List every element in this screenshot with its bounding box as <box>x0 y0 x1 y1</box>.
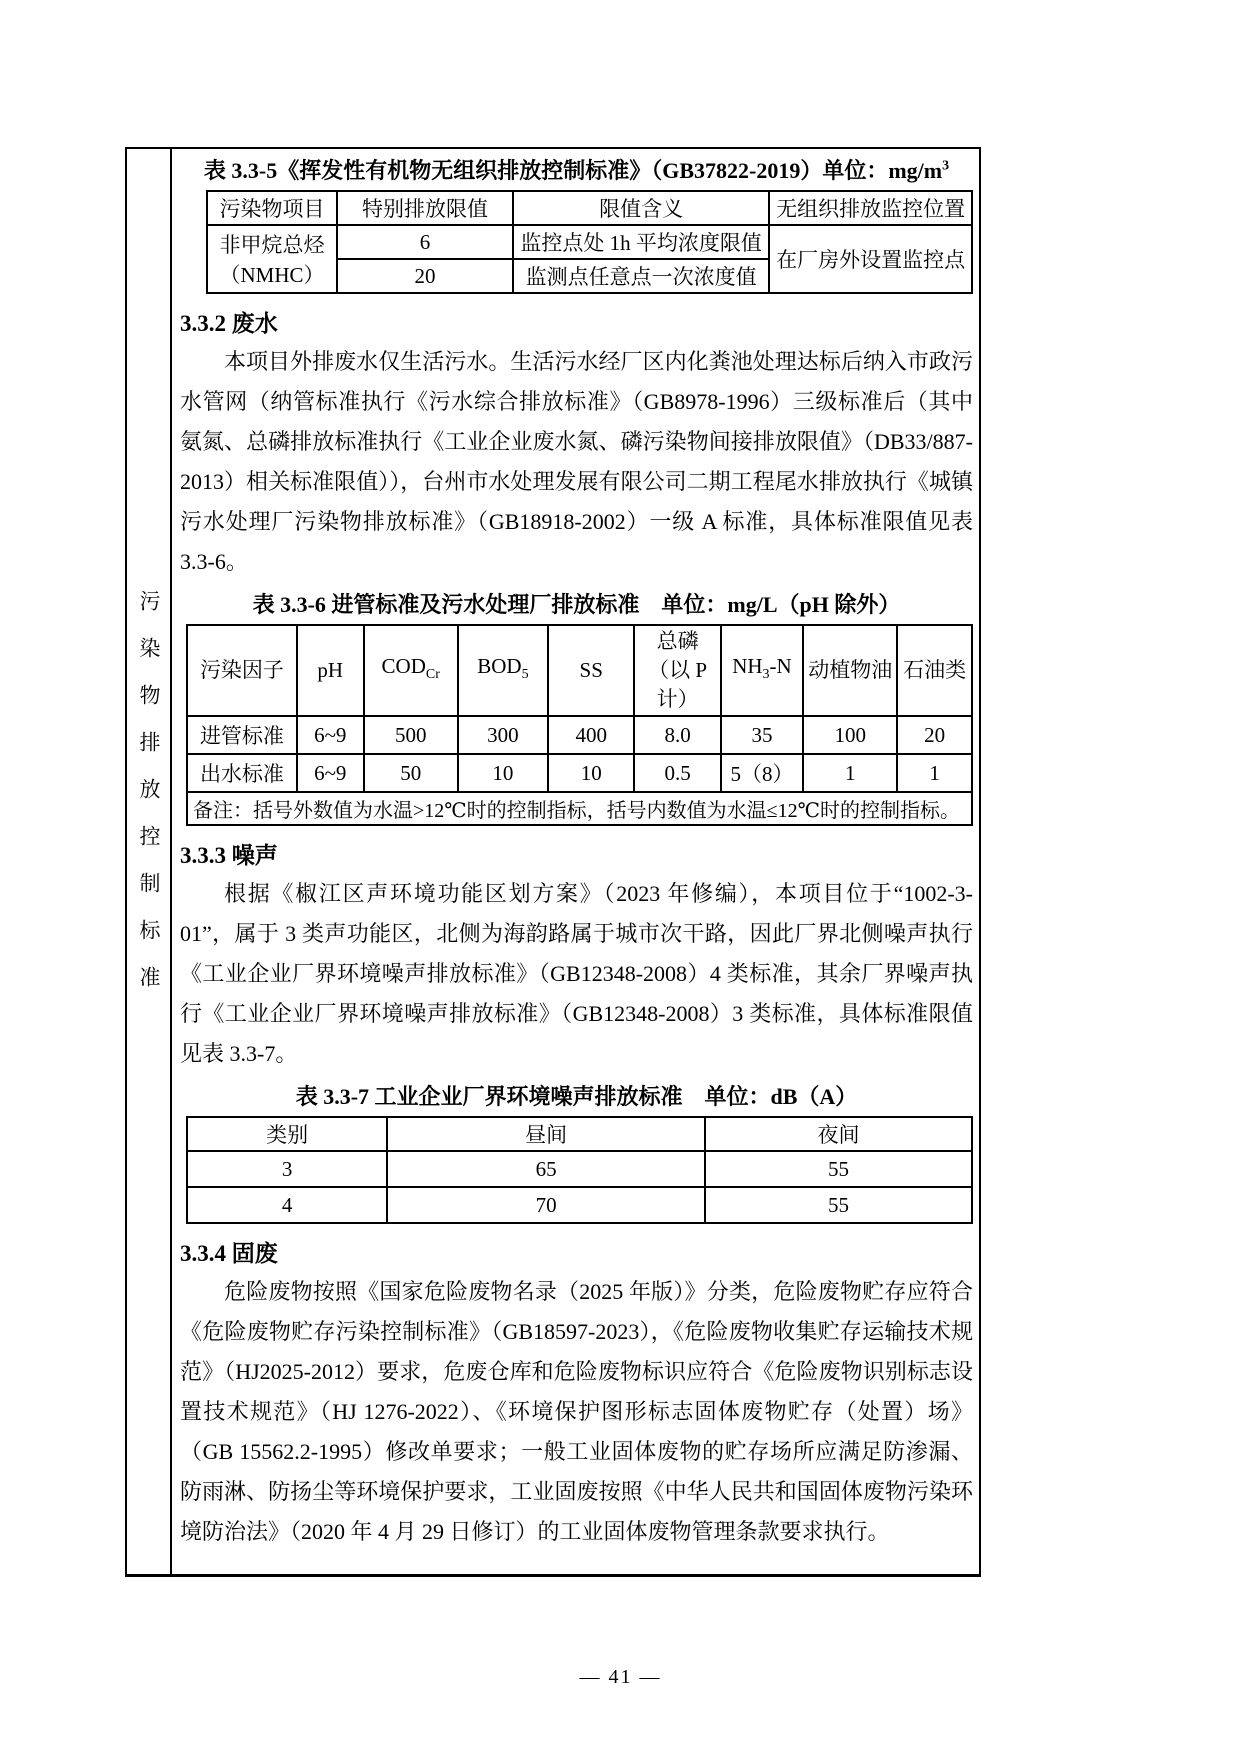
header-text: COD <box>381 653 426 678</box>
header-cell-nh3n <box>721 625 803 716</box>
header-cell-daytime: 昼间 <box>387 1117 705 1151</box>
table-3-3-7 <box>186 1116 973 1224</box>
table-row <box>187 716 972 754</box>
table-3-3-5-title-superscript: 3 <box>942 158 950 174</box>
header-subscript: Cr <box>425 667 440 683</box>
header-cell-cod <box>364 625 458 716</box>
header-text: pH <box>317 658 344 682</box>
cell-value: 20 <box>897 716 972 754</box>
table-row <box>187 1151 972 1187</box>
cell-value: 6~9 <box>297 754 364 792</box>
cell-limit-meaning: 监控点处 1h 平均浓度限值 <box>513 225 769 259</box>
header-subscript: 3 <box>762 667 770 683</box>
table-3-3-6-title: 表 3.3-6 进管标准及污水处理厂排放标准 单位：mg/L（pH 除外） <box>252 592 901 617</box>
section-3-3-4-paragraph: 危险废物按照《国家危险废物名录（2025 年版）》分类，危险废物贮存应符合《危险废物贮存污染控制标准》（GB18597-2023），《危险废物收集贮存运输技术规范》（HJ2025-2012）要求，危废仓库和危险废物标识应符合《危险废物识别标志设置技术规范》（HJ 1276-2022）、《环境保护图形标志固体废物贮存（处置）场》（GB 15562.2-1995）修改单要求；一般工业固体废物的贮存场所应满足防渗漏、防雨淋、防扬尘等环境保护要求，工业固废按照《中华人民共和国固体废物污染环境防治法》（2020 年 4 月 29 日修订）的工业固体废物管理条款要求执行。 <box>180 1279 973 1544</box>
cell-value: 0.5 <box>634 754 720 792</box>
cell-value: 35 <box>721 716 803 754</box>
row-header-label: 污染物排放控制标准 <box>137 590 161 1013</box>
section-3-3-3-heading: 3.3.3 噪声 <box>180 843 278 868</box>
cell-limit-value: 20 <box>337 259 513 293</box>
header-text: SS <box>579 658 603 682</box>
table-3-3-5-title <box>180 154 973 185</box>
header-cell-ss <box>548 625 634 716</box>
header-cell-total-phosphorus <box>634 625 720 716</box>
table-3-3-7-title: 表 3.3-7 工业企业厂界环境噪声排放标准 单位：dB（A） <box>295 1084 858 1109</box>
cell-row-label: 出水标准 <box>187 754 297 792</box>
pollutant-name-line2: （NMHC） <box>219 263 325 287</box>
table-row <box>187 1117 972 1151</box>
header-subscript: 5 <box>521 667 529 683</box>
cell-value: 6~9 <box>297 716 364 754</box>
page-number: — 41 — <box>579 1666 662 1688</box>
table-row <box>187 792 972 825</box>
header-text: 石油类 <box>903 658 967 682</box>
cell-row-label: 进管标准 <box>187 716 297 754</box>
header-cell-pollutant-factor <box>187 625 297 716</box>
header-text: BOD <box>477 653 522 678</box>
header-text: 动植物油 <box>808 658 893 682</box>
table-row <box>207 225 972 259</box>
cell-value: 500 <box>364 716 458 754</box>
cell-value: 100 <box>803 716 897 754</box>
cell-limit-meaning: 监测点任意点一次浓度值 <box>513 259 769 293</box>
header-text: 污染因子 <box>199 658 284 682</box>
header-cell-nighttime: 夜间 <box>705 1117 972 1151</box>
header-cell-limit-meaning: 限值含义 <box>513 191 769 225</box>
cell-category: 4 <box>187 1187 387 1223</box>
cell-category: 3 <box>187 1151 387 1187</box>
section-3-3-3-paragraph: 根据《椒江区声环境功能区划方案》（2023 年修编），本项目位于“1002-3-01”，属于 3 类声功能区，北侧为海韵路属于城市次干路，因此厂界北侧噪声执行《工业企业厂界环境噪声排放标准》（GB12348-2008）4 类标准，其余厂界噪声执行《工业企业厂界环境噪声排放标准》（GB12348-2008）3 类标准，具体标准限值见表 3.3-7。 <box>180 881 973 1066</box>
table-3-3-5-title-text: 表 3.3-5《挥发性有机物无组织排放控制标准》（GB37822-2019）单位：mg/m <box>203 158 943 183</box>
header-cell-ph <box>297 625 364 716</box>
header-text: 总磷（以 P 计） <box>648 629 708 711</box>
main-content-cell <box>172 149 979 1574</box>
header-text: -N <box>769 653 792 678</box>
table-3-3-6 <box>186 624 973 826</box>
cell-value: 1 <box>897 754 972 792</box>
table-row <box>187 625 972 716</box>
cell-limit-value: 6 <box>337 225 513 259</box>
table-row <box>187 1187 972 1223</box>
header-cell-monitor-location: 无组织排放监控位置 <box>769 191 972 225</box>
row-header-column <box>127 149 172 1574</box>
section-3-3-4-heading: 3.3.4 固废 <box>180 1241 278 1266</box>
cell-value: 5（8） <box>721 754 803 792</box>
cell-nighttime-limit: 55 <box>705 1151 972 1187</box>
cell-nighttime-limit: 55 <box>705 1187 972 1223</box>
header-cell-pollutant-item: 污染物项目 <box>207 191 337 225</box>
cell-pollutant-name <box>207 225 337 293</box>
cell-value: 50 <box>364 754 458 792</box>
table-row <box>207 191 972 225</box>
cell-value: 10 <box>548 754 634 792</box>
header-text: NH <box>732 653 763 678</box>
table-row <box>187 754 972 792</box>
cell-value: 8.0 <box>634 716 720 754</box>
section-3-3-2-heading: 3.3.2 废水 <box>180 311 278 336</box>
table-3-3-5 <box>206 190 973 294</box>
cell-daytime-limit: 70 <box>387 1187 705 1223</box>
header-cell-category: 类别 <box>187 1117 387 1151</box>
header-cell-bod <box>458 625 548 716</box>
section-3-3-2-paragraph: 本项目外排废水仅生活污水。生活污水经厂区内化粪池处理达标后纳入市政污水管网（纳管标准执行《污水综合排放标准》（GB8978-1996）三级标准后（其中氨氮、总磷排放标准执行《工业企业废水氮、磷污染物间接排放限值》（DB33/887-2013）相关标准限值）），台州市水处理发展有限公司二期工程尾水排放执行《城镇污水处理厂污染物排放标准》（GB18918-2002）一级 A 标准，具体标准限值见表 3.3-6。 <box>180 349 973 574</box>
cell-value: 10 <box>458 754 548 792</box>
cell-monitor-location: 在厂房外设置监控点 <box>769 225 972 293</box>
cell-daytime-limit: 65 <box>387 1151 705 1187</box>
document-frame <box>125 147 981 1577</box>
cell-value: 1 <box>803 754 897 792</box>
header-cell-petroleum <box>897 625 972 716</box>
table-note: 备注：括号外数值为水温>12℃时的控制指标，括号内数值为水温≤12℃时的控制指标。 <box>187 792 972 825</box>
cell-value: 300 <box>458 716 548 754</box>
header-cell-special-limit: 特别排放限值 <box>337 191 513 225</box>
header-cell-animal-vegetable-oil <box>803 625 897 716</box>
cell-value: 400 <box>548 716 634 754</box>
pollutant-name-line1: 非甲烷总烃 <box>219 233 325 257</box>
